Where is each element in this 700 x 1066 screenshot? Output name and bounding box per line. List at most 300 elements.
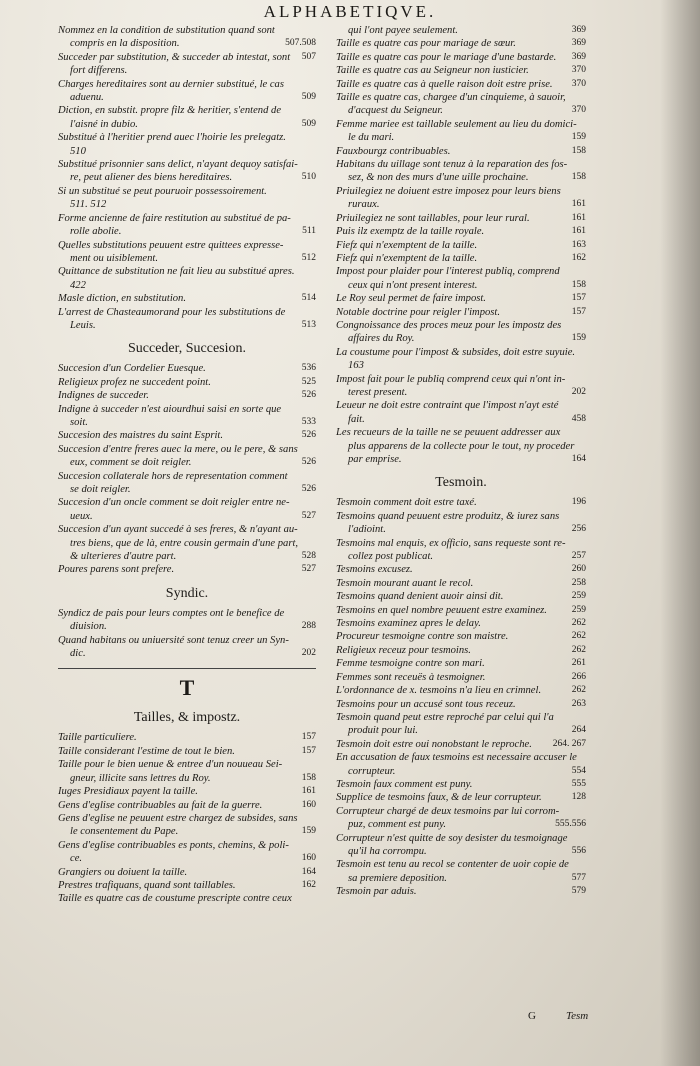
- index-entry: [336, 104, 586, 117]
- entry-text: Corrupteur chargé de deux tesmoins par lui corrom-: [336, 805, 560, 817]
- entry-text: Substitué prisonnier sans delict, n'ayant dequoy satisfai-: [58, 159, 298, 171]
- index-entry: [58, 64, 316, 77]
- page-reference: 157: [571, 293, 586, 304]
- index-entry: [58, 78, 316, 91]
- index-entry: [336, 78, 586, 91]
- entry-text: Priuilegiez ne sont taillables, pour leur rural.: [336, 212, 530, 224]
- entry-text: ceux qui n'ont present interest.: [348, 279, 478, 291]
- entry-text: 163: [348, 360, 364, 372]
- index-entry: [58, 620, 316, 633]
- entry-text: Nommez en la condition de substitution quand sont: [58, 25, 275, 36]
- entry-text: Quelles substitutions peuuent estre quittees expresse-: [58, 239, 284, 251]
- entry-text: Gens d'eglise contribuables au fait de la guerre.: [58, 799, 263, 811]
- index-entry: [336, 265, 586, 278]
- entry-text: Succesion d'un oncle comment se doit reigler entre ne-: [58, 497, 290, 509]
- page-reference: 510: [301, 172, 316, 183]
- index-entry: [336, 306, 586, 319]
- index-entry: [58, 292, 316, 305]
- entry-text: Succesion collaterale hors de representation comment: [58, 470, 288, 482]
- index-entry: [58, 745, 316, 758]
- index-entry: [336, 832, 586, 845]
- index-entry: [58, 772, 316, 785]
- entry-text: Taille es quatre cas, chargee d'un cinquieme, à sauoir,: [336, 92, 566, 104]
- page-reference: 370: [571, 105, 586, 116]
- index-entry: [58, 118, 316, 131]
- entry-text: Tesmoin est tenu au recol se contenter de uoir copie de: [336, 859, 569, 871]
- entry-text: Quand habitans ou uniuersité sont tenuz creer un Syn-: [58, 634, 289, 646]
- entry-text: Gens d'eglise ne peuuent estre chargez de subsides, sans: [58, 812, 298, 824]
- entry-text: Tesmoins pour un accusé sont tous receuz.: [336, 698, 516, 710]
- entry-text: Fauxbourgz contribuables.: [336, 145, 451, 157]
- page-reference: 507.508: [285, 38, 316, 49]
- index-entry: [336, 563, 586, 576]
- index-entry: [336, 185, 586, 198]
- index-entry: [336, 657, 586, 670]
- page-reference: 533: [301, 416, 316, 427]
- page-reference: 555.556: [555, 819, 586, 830]
- entry-text: Taille pour le bien uenue & entree d'un nouueau Sei-: [58, 759, 283, 771]
- index-entry: [58, 239, 316, 252]
- index-entry: [58, 376, 316, 389]
- index-entry: [336, 671, 586, 684]
- entry-text: Quittance de substitution ne fait lieu au substitué apres.: [58, 266, 295, 278]
- page-reference: 160: [301, 853, 316, 864]
- page-reference: 261: [571, 658, 586, 669]
- index-entry: [58, 825, 316, 838]
- entry-text: Fiefz qui n'exemptent de la taille.: [336, 252, 478, 264]
- entry-text: Taille es quatre cas au Seigneur non iusticier.: [336, 65, 529, 77]
- index-entry: [336, 399, 586, 412]
- entry-text: Succesion des maistres du saint Esprit.: [58, 430, 223, 442]
- index-entry: [336, 145, 586, 158]
- catchword: Tesm: [566, 1010, 589, 1022]
- page-reference: 256: [571, 524, 586, 535]
- entry-text: Succesion d'entre freres auec la mere, ou le pere, & sans: [58, 443, 298, 455]
- index-entry: [58, 389, 316, 402]
- entry-text: Syndicz de pais pour leurs comptes ont le benefice de: [58, 607, 285, 619]
- entry-text: Leueur ne doit estre contraint que l'impost n'ayt esté: [336, 400, 559, 412]
- entry-text: Indigne à succeder n'est aiourdhui saisi en sorte que: [58, 403, 282, 415]
- entry-text: terest present.: [348, 386, 408, 398]
- page-reference: 158: [301, 772, 316, 783]
- entry-text: Les recueurs de la taille ne se peuuent addresser aux: [336, 427, 561, 439]
- page-reference: 555: [571, 778, 586, 789]
- entry-text: Religieux profez ne succedent point.: [58, 376, 211, 388]
- page-reference: 266: [571, 671, 586, 682]
- index-entry: [58, 145, 316, 158]
- page-reference: 513: [301, 319, 316, 330]
- index-entry: [336, 37, 586, 50]
- entry-text: Succeder par substitution, & succeder ab intestat, sont: [58, 51, 291, 63]
- index-entry: [336, 386, 586, 399]
- entry-text: ce.: [70, 853, 83, 865]
- page-reference: 196: [571, 497, 586, 508]
- entry-text: le consentement du Pape.: [70, 826, 179, 838]
- index-entry: [336, 440, 586, 453]
- index-entry: [336, 684, 586, 697]
- index-entry: [336, 496, 586, 509]
- entry-text: se doit reigler.: [70, 484, 131, 495]
- entry-text: Procureur tesmoigne contre son maistre.: [336, 631, 509, 643]
- entry-text: Charges hereditaires sont au dernier substitué, le cas: [58, 78, 284, 90]
- index-entry: [336, 590, 586, 603]
- page-reference: 163: [571, 239, 586, 250]
- index-entry: [336, 765, 586, 778]
- page-reference: 159: [571, 132, 586, 143]
- entry-text: tres biens, que de là, entre cousin germain d'une part,: [70, 537, 299, 549]
- entry-text: Gens d'eglise contribuables es ponts, chemins, & poli-: [58, 839, 289, 851]
- entry-text: Tesmoin quand peut estre reproché par celui qui l'a: [336, 711, 554, 723]
- page-reference: 257: [571, 551, 586, 562]
- entry-text: Tesmoin mourant auant le recol.: [336, 577, 474, 589]
- index-entry: [336, 791, 586, 804]
- index-entry: [336, 711, 586, 724]
- index-entry: [336, 778, 586, 791]
- page-reference: 369: [571, 25, 586, 35]
- entry-text: Prestres trafiquans, quand sont taillables.: [58, 879, 236, 891]
- index-entry: [58, 225, 316, 238]
- index-entry: [336, 738, 586, 751]
- page-reference: 511: [302, 226, 316, 237]
- index-entry: [58, 550, 316, 563]
- entry-text: re, peut aliener des biens hereditaires.: [70, 172, 233, 184]
- index-entry: [58, 279, 316, 292]
- entry-text: Diction, en substit. propre filz & heritier, s'entend de: [58, 105, 282, 117]
- entry-text: par emprise.: [348, 454, 402, 465]
- entry-text: puz, comment est puny.: [348, 819, 446, 831]
- page-reference: 162: [571, 252, 586, 263]
- entry-text: l'adioint.: [348, 524, 386, 536]
- entry-text: sez, & non des murs d'une uille prochaine.: [348, 172, 529, 184]
- index-entry: [336, 292, 586, 305]
- entry-text: Grangiers ou doiuent la taille.: [58, 866, 188, 878]
- index-entry: [58, 91, 316, 104]
- divider: [58, 668, 316, 669]
- section-heading: Succeder, Succesion.: [127, 341, 246, 357]
- index-entry: [336, 818, 586, 831]
- index-entry: [336, 359, 586, 372]
- entry-text: Tesmoins excusez.: [336, 564, 413, 576]
- index-entry: [58, 731, 316, 744]
- page-reference: 161: [571, 199, 586, 210]
- page-reference: 370: [571, 65, 586, 76]
- index-entry: [336, 604, 586, 617]
- index-entry: [336, 537, 586, 550]
- index-entry: [336, 332, 586, 345]
- page-reference: 258: [571, 577, 586, 588]
- page-reference: 370: [571, 78, 586, 89]
- entry-text: qu'il ha corrompu.: [348, 845, 427, 857]
- entry-text: Taille particuliere.: [58, 732, 137, 744]
- entry-text: L'arrest de Chasteaumorand pour les substitutions de: [58, 306, 286, 318]
- index-entry: [58, 537, 316, 550]
- index-entry: [58, 879, 316, 892]
- entry-text: Succesion d'un ayant succedé à ses freres, & n'ayant au-: [58, 524, 298, 536]
- entry-text: fort differens.: [70, 65, 128, 77]
- entry-text: 422: [70, 279, 86, 291]
- entry-text: plus apparens de la collecte pour le tout, ny proceder: [348, 440, 575, 452]
- index-entry: [336, 91, 586, 104]
- index-entry: [58, 456, 316, 469]
- entry-text: Impost pour plaider pour l'interest publiq, comprend: [336, 266, 560, 278]
- page-reference: 369: [571, 38, 586, 49]
- index-entry: [336, 577, 586, 590]
- entry-text: Taille es quatre cas à quelle raison doit estre prise.: [336, 78, 553, 90]
- index-entry: [58, 523, 316, 536]
- page-reference: 527: [301, 510, 316, 521]
- index-entry: [58, 510, 316, 523]
- page-reference: 264. 267: [552, 738, 586, 749]
- entry-text: Si un substitué se peut pouruoir possessoirement.: [58, 185, 267, 197]
- index-entry: [336, 724, 586, 737]
- index-entry: [58, 607, 316, 620]
- page-reference: 507: [301, 51, 316, 62]
- index-entry: [58, 265, 316, 278]
- entry-text: Tesmoins en quel nombre peuuent estre examinez.: [336, 604, 547, 616]
- index-entry: [336, 171, 586, 184]
- index-entry: [336, 118, 586, 131]
- page-reference: 202: [301, 648, 316, 659]
- entry-text: Habitans du uillage sont tenuz à la reparation des fos-: [336, 159, 568, 171]
- entry-text: ruraux.: [348, 199, 380, 211]
- index-entry: [336, 413, 586, 426]
- index-entry: [336, 523, 586, 536]
- page-reference: 158: [571, 145, 586, 156]
- index-entry: [336, 279, 586, 292]
- signature-mark: G: [528, 1010, 536, 1022]
- entry-text: Taille es quatre cas de coustume prescripte contre ceux: [58, 893, 292, 905]
- entry-text: Tesmoins quand peuuent estre produitz, & iurez sans: [336, 510, 560, 522]
- index-entry: [58, 470, 316, 483]
- page-reference: 369: [571, 51, 586, 62]
- entry-text: corrupteur.: [348, 765, 396, 777]
- index-entry: [58, 198, 316, 211]
- index-entry: [336, 225, 586, 238]
- index-entry: [58, 306, 316, 319]
- entry-text: Le Roy seul permet de faire impost.: [336, 293, 486, 305]
- page-reference: 514: [301, 293, 316, 304]
- entry-text: rolle abolie.: [70, 226, 122, 238]
- index-entry: [336, 51, 586, 64]
- index-entry: [58, 24, 316, 37]
- page-reference: 509: [301, 118, 316, 129]
- page-reference: 264: [571, 725, 586, 736]
- index-entry: [336, 698, 586, 711]
- page-reference: 536: [301, 363, 316, 374]
- entry-text: d'acquest du Seigneur.: [348, 105, 443, 117]
- index-entry: [58, 104, 316, 117]
- index-entry: [336, 805, 586, 818]
- index-entry: [336, 453, 586, 466]
- entry-text: Succesion d'un Cordelier Euesque.: [58, 363, 206, 375]
- entry-text: Femme mariee est taillable seulement au lieu du domici-: [336, 118, 577, 130]
- entry-text: fait.: [348, 413, 365, 425]
- page-reference: 262: [571, 644, 586, 655]
- page-reference: 509: [301, 92, 316, 103]
- page-reference: 202: [571, 386, 586, 397]
- index-entry: [336, 212, 586, 225]
- letter-heading: T: [179, 675, 195, 701]
- index-entry: [336, 858, 586, 871]
- index-entry: [336, 550, 586, 563]
- page-reference: 528: [301, 551, 316, 562]
- page-reference: 164: [571, 454, 586, 464]
- page-reference: 526: [301, 390, 316, 401]
- entry-text: Impost fait pour le publiq comprend ceux qui n'ont in-: [336, 373, 566, 385]
- index-entry: [58, 785, 316, 798]
- entry-text: l'aisné in dubio.: [70, 118, 138, 130]
- index-entry: [336, 158, 586, 171]
- entry-text: Religieux receuz pour tesmoins.: [336, 644, 471, 656]
- entry-text: Forme ancienne de faire restitution au substitué de pa-: [58, 212, 291, 224]
- entry-text: Taille es quatre cas pour le mariage d'une bastarde.: [336, 51, 557, 63]
- entry-text: Femme tesmoigne contre son mari.: [336, 658, 485, 670]
- entry-text: diuision.: [70, 621, 107, 633]
- index-entry: [336, 426, 586, 439]
- page-reference: 262: [571, 631, 586, 642]
- entry-text: gneur, illicite sans lettres du Roy.: [70, 772, 211, 784]
- page-reference: 262: [571, 685, 586, 696]
- index-entry: [58, 866, 316, 879]
- index-entry: [58, 634, 316, 647]
- index-entry: [336, 617, 586, 630]
- entry-text: Indignes de succeder.: [58, 390, 149, 402]
- entry-text: Corrupteur n'est quitte de soy desister du tesmoignage: [336, 832, 568, 844]
- index-entry: [58, 252, 316, 265]
- index-entry: [336, 252, 586, 265]
- index-entry: [336, 630, 586, 643]
- entry-text: Femmes sont receuës à tesmoigner.: [336, 671, 486, 683]
- index-entry: [336, 373, 586, 386]
- index-entry: [58, 429, 316, 442]
- entry-text: Tesmoins mal enquis, ex officio, sans requeste sont re-: [336, 537, 566, 549]
- index-entry: [336, 24, 586, 37]
- entry-text: eux, comment se doit reigler.: [70, 457, 192, 469]
- entry-text: Tesmoin comment doit estre taxé.: [336, 497, 477, 509]
- page-reference: 512: [301, 252, 316, 263]
- entry-text: produit pour lui.: [348, 725, 418, 737]
- index-entry: [58, 758, 316, 771]
- index-entry: [336, 131, 586, 144]
- page-reference: 157: [301, 732, 316, 743]
- page-reference: 159: [571, 333, 586, 344]
- page-reference: 288: [301, 621, 316, 632]
- page-reference: 527: [301, 564, 316, 575]
- entry-text: soit.: [70, 416, 88, 428]
- index-entry: [336, 239, 586, 252]
- entry-text: sa premiere deposition.: [348, 872, 447, 884]
- page-reference: 526: [301, 484, 316, 494]
- index-entry: [58, 37, 316, 50]
- entry-text: collez post publicat.: [348, 551, 434, 563]
- entry-text: Puis ilz exemptz de la taille royale.: [336, 226, 485, 238]
- index-entry: [336, 198, 586, 211]
- entry-text: Tesmoin faux comment est puny.: [336, 778, 473, 790]
- section-heading: Syndic.: [165, 585, 209, 601]
- entry-text: Taille considerant l'estime de tout le bien.: [58, 745, 235, 757]
- index-entry: [58, 647, 316, 660]
- right-column: [336, 24, 586, 899]
- entry-text: dic.: [70, 648, 86, 660]
- section-heading: Tailles, & impostz.: [133, 710, 241, 726]
- entry-text: 511. 512: [70, 199, 107, 211]
- section-heading: Tesmoin.: [435, 475, 487, 491]
- page-reference: 554: [571, 765, 586, 776]
- page-reference: 526: [301, 457, 316, 468]
- index-entry: [58, 131, 316, 144]
- page-reference: 263: [571, 698, 586, 709]
- index-entry: [58, 185, 316, 198]
- left-column: [58, 24, 316, 906]
- index-entry: [58, 563, 316, 576]
- entry-text: compris en la disposition.: [70, 38, 180, 50]
- entry-text: ment ou uisiblement.: [70, 252, 158, 264]
- index-entry: [58, 416, 316, 429]
- page-reference: 525: [301, 376, 316, 387]
- page-reference: 458: [571, 413, 586, 424]
- index-entry: [336, 644, 586, 657]
- entry-text: Iuges Presidiaux payent la taille.: [58, 786, 198, 798]
- page-reference: 161: [571, 212, 586, 223]
- entry-text: qui l'ont payee seulement.: [348, 25, 458, 36]
- index-entry: [58, 852, 316, 865]
- page-reference: 161: [571, 226, 586, 237]
- page-reference: 262: [571, 618, 586, 629]
- index-entry: [336, 510, 586, 523]
- index-entry: [336, 751, 586, 764]
- entry-text: L'ordonnance de x. tesmoins n'a lieu en crimnel.: [336, 685, 542, 697]
- entry-text: Masle diction, en substitution.: [58, 293, 186, 305]
- index-entry: [58, 443, 316, 456]
- entry-text: La coustume pour l'impost & subsides, doit estre suyuie.: [336, 346, 576, 358]
- page-reference: 128: [571, 792, 586, 803]
- page-reference: 556: [571, 845, 586, 856]
- index-entry: [58, 496, 316, 509]
- entry-text: Notable doctrine pour reigler l'impost.: [336, 306, 501, 318]
- entry-text: Priuilegiez ne doiuent estre imposez pour leurs biens: [336, 185, 561, 197]
- page-reference: 158: [571, 279, 586, 290]
- index-entry: [58, 892, 316, 905]
- index-entry: [336, 845, 586, 858]
- page-reference: 259: [571, 604, 586, 615]
- entry-text: Tesmoins quand denient auoir ainsi dit.: [336, 591, 504, 603]
- entry-text: Supplice de tesmoins faux, & de leur corrupteur.: [336, 792, 542, 804]
- index-entry: [336, 872, 586, 885]
- page-reference: 161: [301, 786, 316, 797]
- page-header: ALPHABETIQVE.: [263, 2, 437, 21]
- entry-text: Substitué à l'heritier prend auec l'hoirie les prelegatz.: [58, 132, 286, 144]
- page-reference: 164: [301, 866, 316, 877]
- index-entry: [336, 319, 586, 332]
- index-entry: [58, 483, 316, 496]
- index-entry: [336, 346, 586, 359]
- entry-text: Fiefz qui n'exemptent de la taille.: [336, 239, 478, 251]
- index-entry: [58, 812, 316, 825]
- page-reference: 158: [571, 172, 586, 183]
- page-reference: 260: [571, 564, 586, 575]
- page-reference: 577: [571, 872, 586, 883]
- entry-text: le du mari.: [348, 132, 395, 144]
- page-reference: 579: [571, 886, 586, 897]
- index-entry: [58, 51, 316, 64]
- index-entry: [58, 799, 316, 812]
- entry-text: Tesmoins examinez apres le delay.: [336, 618, 481, 630]
- entry-text: aduenu.: [70, 92, 104, 104]
- index-entry: [58, 158, 316, 171]
- entry-text: Leuis.: [70, 319, 96, 331]
- index-entry: [336, 885, 586, 898]
- index-entry: [58, 319, 316, 332]
